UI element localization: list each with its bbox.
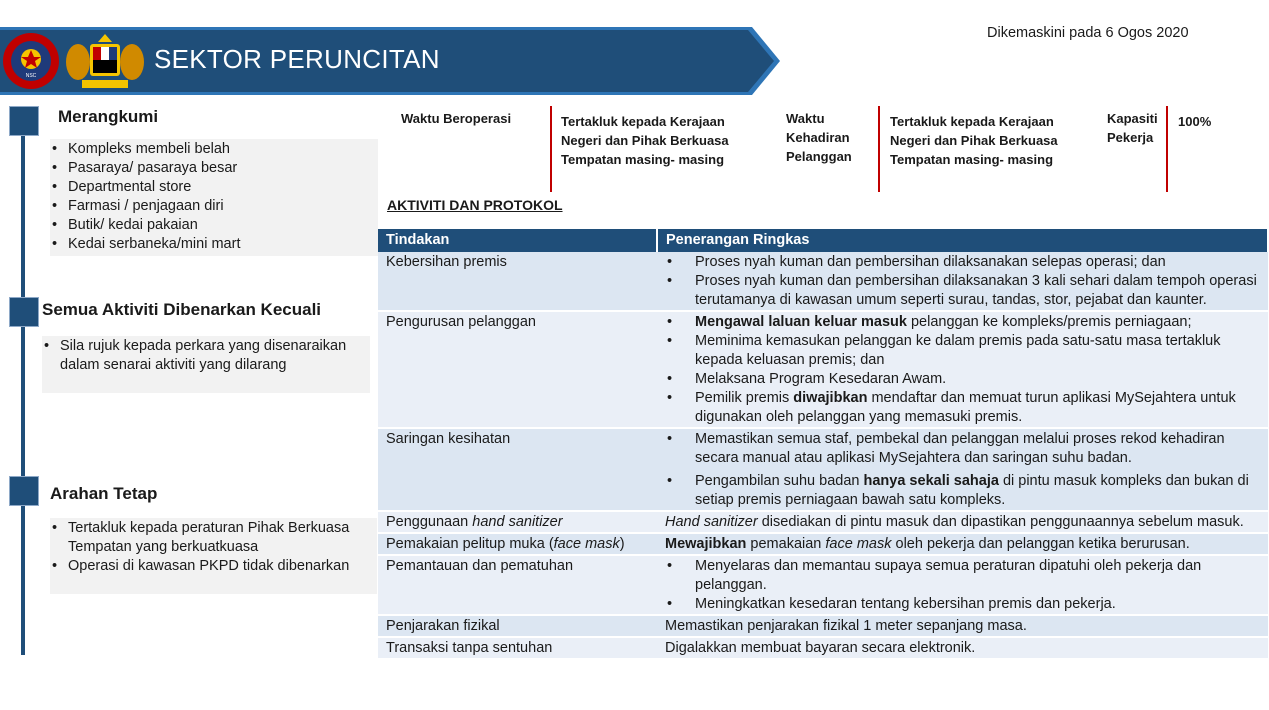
kecuali-list [42, 337, 362, 375]
description-cell [657, 428, 1268, 511]
action-cell: Pemantauan dan pematuhan [378, 555, 657, 615]
table-header-row [378, 229, 1268, 252]
timeline-marker [9, 106, 39, 136]
text: di pintu masuk kompleks dan bukan di setiap premis perniagaan bawah satu kompleks. [695, 473, 1249, 508]
emphasis-text: hanya sekali sahaja [863, 473, 999, 489]
waktu-kehadiran-label: Waktu Kehadiran Pelanggan [786, 111, 852, 164]
list-item: • Menyelaras dan memantau supaya semua peraturan dipatuhi oleh pekerja dan pelanggan. [665, 557, 1260, 595]
table-row [378, 533, 1268, 555]
waktu-operasi-value: Tertakluk kepada Kerajaan Negeri dan Pihak Berkuasa Tempatan masing- masing [561, 114, 729, 167]
list-item [665, 389, 1260, 427]
kapasiti-value: 100% [1178, 114, 1212, 129]
list-item: • Sila rujuk kepada perkara yang disenaraikan dalam senarai aktiviti yang dilarang [42, 337, 362, 375]
list-item: • Proses nyah kuman dan pembersihan dilaksanakan 3 kali sehari dalam tempoh operasi terutamanya di kawasan umum seperti surau, tandas, stor, pejabat dan kaunter. [665, 272, 1260, 310]
description-cell [657, 311, 1268, 428]
list-item: • Meningkatkan kesedaran tentang kebersihan premis dan pekerja. [665, 595, 1260, 614]
protocol-table [378, 229, 1269, 660]
list-item: • Operasi di kawasan PKPD tidak dibenarkan [50, 557, 370, 576]
description-cell: Memastikan penjarakan fizikal 1 meter sepanjang masa. [657, 615, 1268, 637]
emphasis-text: diwajibkan [793, 390, 868, 406]
table-row [378, 555, 1268, 615]
emphasis-text: Mewajibkan [665, 536, 747, 552]
timeline-marker [9, 297, 39, 327]
waktu-kehadiran-value: Tertakluk kepada Kerajaan Negeri dan Pihak Berkuasa Tempatan masing- masing [890, 114, 1058, 167]
text: disediakan di pintu masuk dan dipastikan penggunaannya sebelum masuk. [757, 514, 1244, 530]
text: Pemilik premis [695, 390, 794, 406]
list-item [665, 472, 1260, 510]
action-cell [378, 533, 657, 555]
text: Pengambilan suhu badan [695, 473, 864, 489]
section-title-arahan: Arahan Tetap [50, 484, 158, 503]
action-cell: Transaksi tanpa sentuhan [378, 637, 657, 659]
text: Penggunaan [386, 514, 473, 530]
section-title-kecuali: Semua Aktiviti Dibenarkan Kecuali [42, 300, 322, 319]
info-divider [1166, 106, 1168, 192]
list-item: • Kompleks membeli belah [50, 140, 378, 159]
description-cell [657, 555, 1268, 615]
list-item: • Tertakluk kepada peraturan Pihak Berkuasa Tempatan yang berkuatkuasa [50, 519, 370, 557]
italic-text: face mask [825, 536, 892, 552]
updated-date: Dikemaskini pada 6 Ogos 2020 [987, 25, 1189, 41]
action-cell: Saringan kesihatan [378, 428, 657, 511]
list-item: • Farmasi / penjagaan diri [50, 197, 378, 216]
list-item: • Butik/ kedai pakaian [50, 216, 378, 235]
nsc-logo [2, 32, 60, 90]
text: Pemakaian pelitup muka ( [386, 536, 554, 552]
column-header: Tindakan [378, 229, 657, 252]
text: ) [619, 536, 625, 552]
text: mendaftar dan memuat turun aplikasi MySejahtera untuk digunakan oleh pelanggan yang memasuki premis. [695, 390, 1236, 425]
list-item: • Kedai serbaneka/mini mart [50, 235, 378, 254]
table-row [378, 637, 1268, 659]
list-item: • Memastikan semua staf, pembekal dan pelanggan melalui proses rekod kehadiran secara manual atau aplikasi MySejahtera dan saringan suhu badan. [665, 430, 1260, 468]
action-cell [378, 511, 657, 533]
list-item: • Meminima kemasukan pelanggan ke dalam premis pada satu-satu masa tertakluk kepada keluasan premis; dan [665, 332, 1260, 370]
table-row [378, 511, 1268, 533]
emphasis-text: Mengawal laluan keluar masuk [695, 314, 907, 330]
coat-of-arms-logo [62, 32, 148, 92]
column-header: Penerangan Ringkas [657, 229, 1268, 252]
table-row [378, 428, 1268, 511]
table-row [378, 311, 1268, 428]
svg-text:NSC: NSC [25, 73, 37, 79]
italic-text: face mask [553, 536, 620, 552]
text: pemakaian [746, 536, 826, 552]
italic-text: Hand sanitizer [665, 514, 758, 530]
action-cell: Pengurusan pelanggan [378, 311, 657, 428]
protocol-title: AKTIVITI DAN PROTOKOL [387, 197, 563, 213]
list-item: • Proses nyah kuman dan pembersihan dilaksanakan selepas operasi; dan [665, 253, 1260, 272]
list-item: • Melaksana Program Kesedaran Awam. [665, 370, 1260, 389]
info-divider [550, 106, 552, 192]
waktu-operasi-label: Waktu Beroperasi [401, 111, 512, 126]
timeline-bar [21, 120, 25, 655]
timeline-marker [9, 476, 39, 506]
description-cell [657, 533, 1268, 555]
list-item: • Departmental store [50, 178, 378, 197]
section-title-merangkumi: Merangkumi [58, 107, 159, 126]
description-cell [657, 252, 1268, 311]
list-item: • Pasaraya/ pasaraya besar [50, 159, 378, 178]
text: pelanggan ke kompleks/premis perniagaan; [906, 314, 1192, 330]
table-row [378, 252, 1268, 311]
description-cell [657, 511, 1268, 533]
description-cell: Digalakkan membuat bayaran secara elektronik. [657, 637, 1268, 659]
table-row [378, 615, 1268, 637]
page-title: SEKTOR PERUNCITAN [154, 44, 440, 74]
list-item [665, 313, 1260, 332]
arahan-list [50, 519, 370, 576]
italic-text: hand sanitizer [472, 514, 563, 530]
kapasiti-label: Kapasiti Pekerja [1107, 111, 1158, 145]
merangkumi-list [50, 140, 378, 254]
action-cell: Penjarakan fizikal [378, 615, 657, 637]
info-divider [878, 106, 880, 192]
text: oleh pekerja dan pelanggan ketika berurusan. [891, 536, 1190, 552]
action-cell: Kebersihan premis [378, 252, 657, 311]
